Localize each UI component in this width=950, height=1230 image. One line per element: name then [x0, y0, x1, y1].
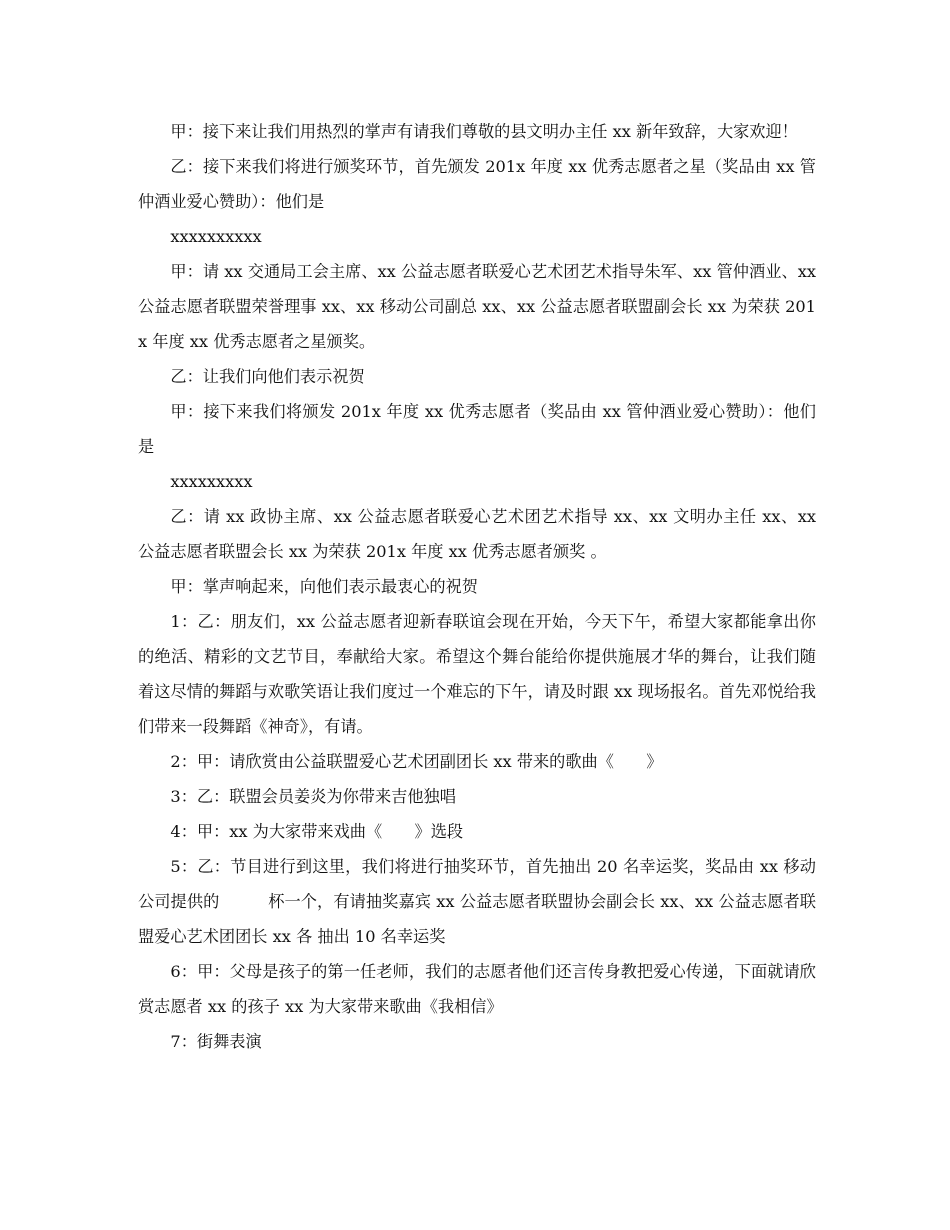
paragraph-host-a-invite-speech: 甲：接下来让我们用热烈的掌声有请我们尊敬的县文明办主任 xx 新年致辞，大家欢迎！: [170, 122, 798, 141]
paragraph-congratulate: 乙：让我们向他们表示祝贺: [170, 367, 365, 386]
paragraph-program-5: 5：乙：节目进行到这里，我们将进行抽奖环节，首先抽出 20 名幸运奖，奖品由 xx 移动公司提供的 杯一个，有请抽奖嘉宾 xx 公益志愿者联盟协会副会长 xx、xx 公益志愿者联盟爱心艺术团团长 xx 各 抽出 10 名幸运奖: [138, 857, 816, 946]
paragraph-program-6: 6：甲：父母是孩子的第一任老师，我们的志愿者他们还言传身教把爱心传递，下面就请欣赏志愿者 xx 的孩子 xx 为大家带来歌曲《我相信》: [138, 962, 816, 1016]
paragraph-star-names: xxxxxxxxxx: [170, 227, 262, 246]
paragraph-program-1: 1：乙：朋友们，xx 公益志愿者迎新春联谊会现在开始，今天下午，希望大家都能拿出你的绝活、精彩的文艺节目，奉献给大家。希望这个舞台能给你提供施展才华的舞台，让我们随着这尽情的舞蹈与欢歌笑语让我们度过一个难忘的下午，请及时跟 xx 现场报名。首先邓悦给我们带来一段舞蹈《神奇》，有请。: [138, 612, 816, 736]
paragraph-program-3: 3：乙：联盟会员姜炎为你带来吉他独唱: [170, 787, 456, 806]
paragraph-award-star-intro: 乙：接下来我们将进行颁奖环节，首先颁发 201x 年度 xx 优秀志愿者之星（奖品由 xx 管仲酒业爱心赞助）：他们是: [138, 157, 816, 211]
paragraph-volunteer-names: xxxxxxxxx: [170, 472, 253, 491]
paragraph-program-4: 4：甲：xx 为大家带来戏曲《 》选段: [170, 822, 464, 841]
document-body: [138, 114, 822, 1059]
paragraph-star-presenters: 甲：请 xx 交通局工会主席、xx 公益志愿者联爱心艺术团艺术指导朱军、xx 管仲酒业、xx 公益志愿者联盟荣誉理事 xx、xx 移动公司副总 xx、xx 公益志愿者联盟副会长 xx 为荣获 201x 年度 xx 优秀志愿者之星颁奖。: [138, 262, 822, 351]
paragraph-program-7: 7：街舞表演: [170, 1032, 262, 1051]
paragraph-volunteer-presenters: 乙：请 xx 政协主席、xx 公益志愿者联爱心艺术团艺术指导 xx、xx 文明办主任 xx、xx 公益志愿者联盟会长 xx 为荣获 201x 年度 xx 优秀志愿者颁奖 。: [138, 507, 822, 561]
paragraph-applause: 甲：掌声响起来，向他们表示最衷心的祝贺: [170, 577, 478, 596]
paragraph-program-2: 2：甲：请欣赏由公益联盟爱心艺术团副团长 xx 带来的歌曲《 》: [170, 752, 663, 771]
paragraph-award-volunteer-intro: 甲：接下来我们将颁发 201x 年度 xx 优秀志愿者（奖品由 xx 管仲酒业爱心赞助）：他们是: [138, 402, 816, 456]
